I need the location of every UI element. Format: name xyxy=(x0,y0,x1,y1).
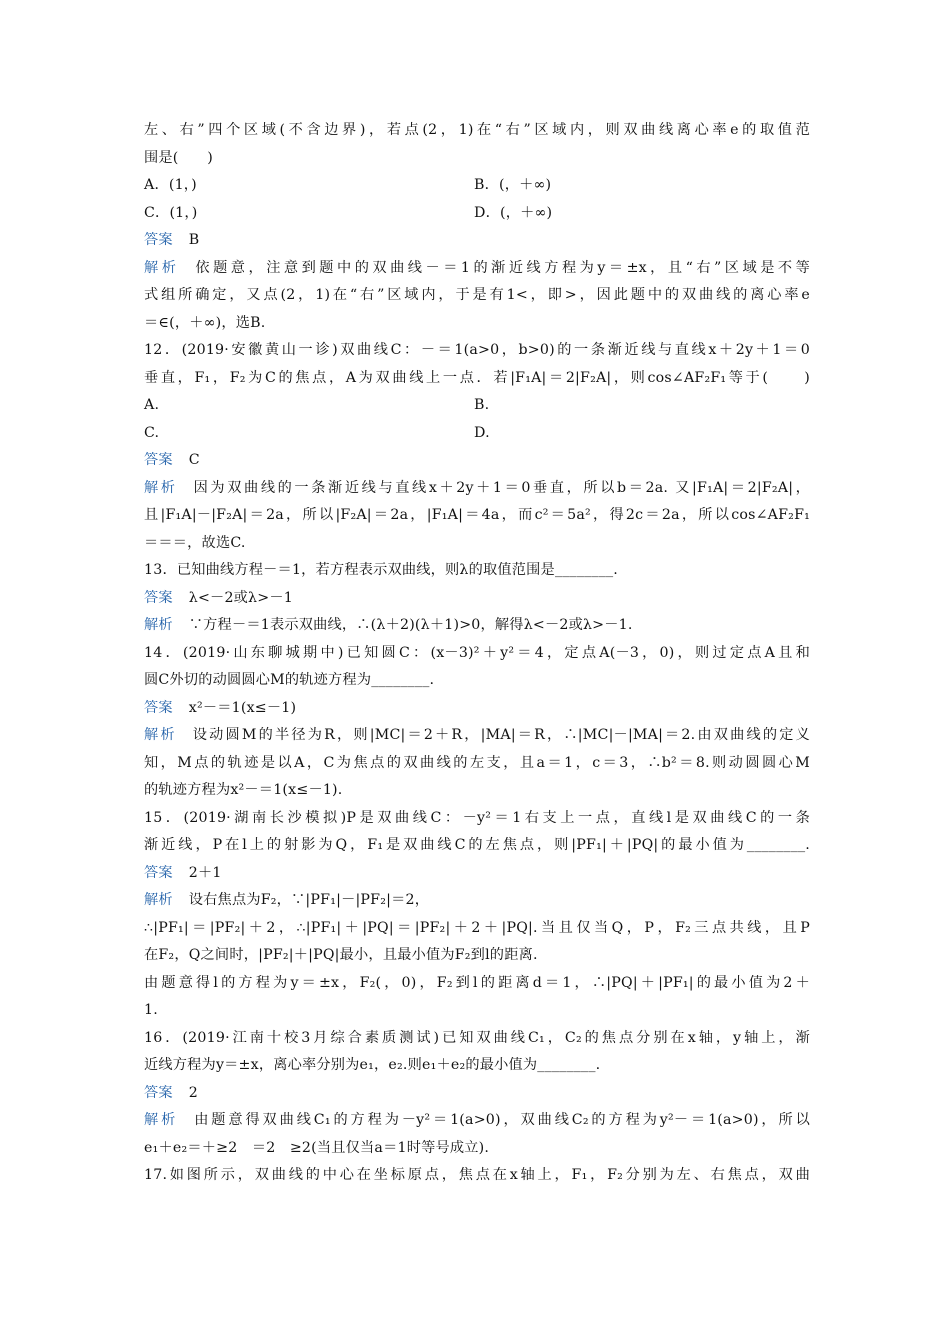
analysis-label: 解析 xyxy=(144,1112,179,1128)
text-line: 圆C外切的动圆圆心M的轨迹方程为________. xyxy=(144,672,435,688)
answer-label: 答案 xyxy=(144,589,173,606)
analysis-line xyxy=(144,1107,810,1135)
analysis-label: 解析 xyxy=(144,727,177,743)
analysis-label: 解析 xyxy=(144,892,173,908)
analysis-line xyxy=(144,612,810,640)
option-a: A. xyxy=(144,397,160,413)
answer-value: C xyxy=(188,452,200,468)
answer-line xyxy=(144,695,810,723)
analysis-label: 解析 xyxy=(144,259,180,276)
option-b: B．(，＋∞) xyxy=(474,177,552,193)
answer-value: 2 xyxy=(188,1084,199,1101)
options-row xyxy=(144,172,810,200)
answer-label: 答案 xyxy=(144,232,173,248)
text-line: 13．已知曲线方程－＝1，若方程表示双曲线，则λ的取值范围是________. xyxy=(144,562,619,578)
text-line: 垂直，F₁，F₂为C的焦点，A为双曲线上一点．若|F₁A|＝2|F₂A|，则cos∠AF₂F₁等于( ) xyxy=(144,369,810,386)
option-d: D. xyxy=(474,424,490,441)
analysis-line xyxy=(144,887,810,915)
text-line: ∵方程－＝1表示双曲线，∴(λ＋2)(λ＋1)>0，解得λ<－2或λ>－1. xyxy=(188,617,633,633)
text-line: 1. xyxy=(144,1002,158,1018)
answer-value: B xyxy=(188,232,200,248)
text-line: 知，M点的轨迹是以A，C为焦点的双曲线的左支，且a＝1，c＝3，∴b²＝8.则动圆圆心M xyxy=(144,754,810,771)
answer-line xyxy=(144,1080,810,1108)
answer-label: 答案 xyxy=(144,452,173,468)
text-line: 由题意得l的方程为y＝±x，F₂(，0)，F₂到l的距离d＝1，∴|PQ|＋|PF₁|的最小值为2＋ xyxy=(144,974,810,991)
options-row xyxy=(144,420,810,448)
text-line: 14．(2019·山东聊城期中)已知圆C：(x－3)²＋y²＝4，定点A(－3，0)，则过定点A且和 xyxy=(144,644,810,661)
text-line: 17.如图所示，双曲线的中心在坐标原点，焦点在x轴上，F₁，F₂分别为左、右焦点，双曲 xyxy=(144,1167,810,1183)
options-row xyxy=(144,392,810,420)
text-line: 近线方程为y＝±x，离心率分别为e₁，e₂.则e₁＋e₂的最小值为________. xyxy=(144,1057,601,1073)
options-row xyxy=(144,200,810,228)
text-line: 16．(2019·江南十校3月综合素质测试)已知双曲线C₁，C₂的焦点分别在x轴，y轴上，渐 xyxy=(144,1029,810,1046)
text-line: 因为双曲线的一条渐近线与直线x＋2y＋1＝0垂直，所以b＝2a. 又|F₁A|＝2|F₂A|， xyxy=(193,479,810,496)
answer-value: x²－＝1(x≤－1) xyxy=(188,699,297,716)
analysis-line xyxy=(144,722,810,750)
text-line: 左、右”四个区域(不含边界)，若点(2，1)在“右”区域内，则双曲线离心率e的取值范 xyxy=(144,122,810,138)
text-line: 依题意，注意到题中的双曲线－＝1的渐近线方程为y＝±x，且“右”区域是不等 xyxy=(195,259,810,276)
text-line: 的轨迹方程为x²－＝1(x≤－1). xyxy=(144,782,343,798)
document-page xyxy=(144,117,810,1190)
answer-line xyxy=(144,227,810,255)
option-c: C. xyxy=(144,424,160,441)
option-d: D．(，＋∞) xyxy=(474,204,553,221)
answer-label: 答案 xyxy=(144,1084,173,1101)
analysis-line xyxy=(144,475,810,503)
text-line: 在F₂，Q之间时，|PF₂|＋|PQ|最小，且最小值为F₂到l的距离. xyxy=(144,947,538,963)
answer-label: 答案 xyxy=(144,699,173,716)
text-line: 围是( ) xyxy=(144,149,214,166)
text-line: ＝＝＝，故选C. xyxy=(144,534,246,551)
answer-line xyxy=(144,860,810,888)
text-line: 设右焦点为F₂，∵|PF₁|－|PF₂|＝2， xyxy=(188,892,430,908)
text-line: e₁＋e₂＝＋≥2 ＝2 ≥2(当且仅当a＝1时等号成立). xyxy=(144,1139,490,1156)
text-line: 且|F₁A|－|F₂A|＝2a，所以|F₂A|＝2a，|F₁A|＝4a，而c²＝5a²，得2c＝2a，所以cos∠AF₂F₁ xyxy=(144,507,810,523)
analysis-label: 解析 xyxy=(144,479,178,496)
analysis-label: 解析 xyxy=(144,617,173,633)
answer-line xyxy=(144,447,810,475)
text-line: ＝∈(，＋∞)，选B. xyxy=(144,314,266,331)
text-line: 设动圆M的半径为R，则|MC|＝2＋R，|MA|＝R，∴|MC|－|MA|＝2.由双曲线的定义 xyxy=(192,727,810,743)
option-c: C．(1，) xyxy=(144,204,198,221)
text-line: 渐近线，P在l上的射影为Q，F₁是双曲线C的左焦点，则|PF₁|＋|PQ|的最小值为________. xyxy=(144,837,810,853)
text-line: 12．(2019·安徽黄山一诊)双曲线C：－＝1(a>0，b>0)的一条渐近线与直线x＋2y＋1＝0 xyxy=(144,342,810,358)
answer-line xyxy=(144,585,810,613)
text-line: 式组所确定，又点(2，1)在“右”区域内，于是有1<，即>，因此题中的双曲线的离心率e xyxy=(144,287,810,303)
option-b: B. xyxy=(474,397,490,413)
analysis-line xyxy=(144,255,810,283)
option-a: A．(1，) xyxy=(144,177,197,193)
text-line: 由题意得双曲线C₁的方程为－y²＝1(a>0)，双曲线C₂的方程为y²－＝1(a>0)，所以 xyxy=(194,1112,810,1128)
answer-label: 答案 xyxy=(144,864,173,881)
text-line: ∴|PF₁|＝|PF₂|＋2，∴|PF₁|＋|PQ|＝|PF₂|＋2＋|PQ|.当且仅当Q，P，F₂三点共线，且P xyxy=(144,919,810,936)
answer-value: 2＋1 xyxy=(188,864,222,881)
text-line: 15．(2019·湖南长沙模拟)P是双曲线C：－y²＝1右支上一点，直线l是双曲线C的一条 xyxy=(144,809,810,826)
answer-value: λ<－2或λ>－1 xyxy=(188,589,293,606)
